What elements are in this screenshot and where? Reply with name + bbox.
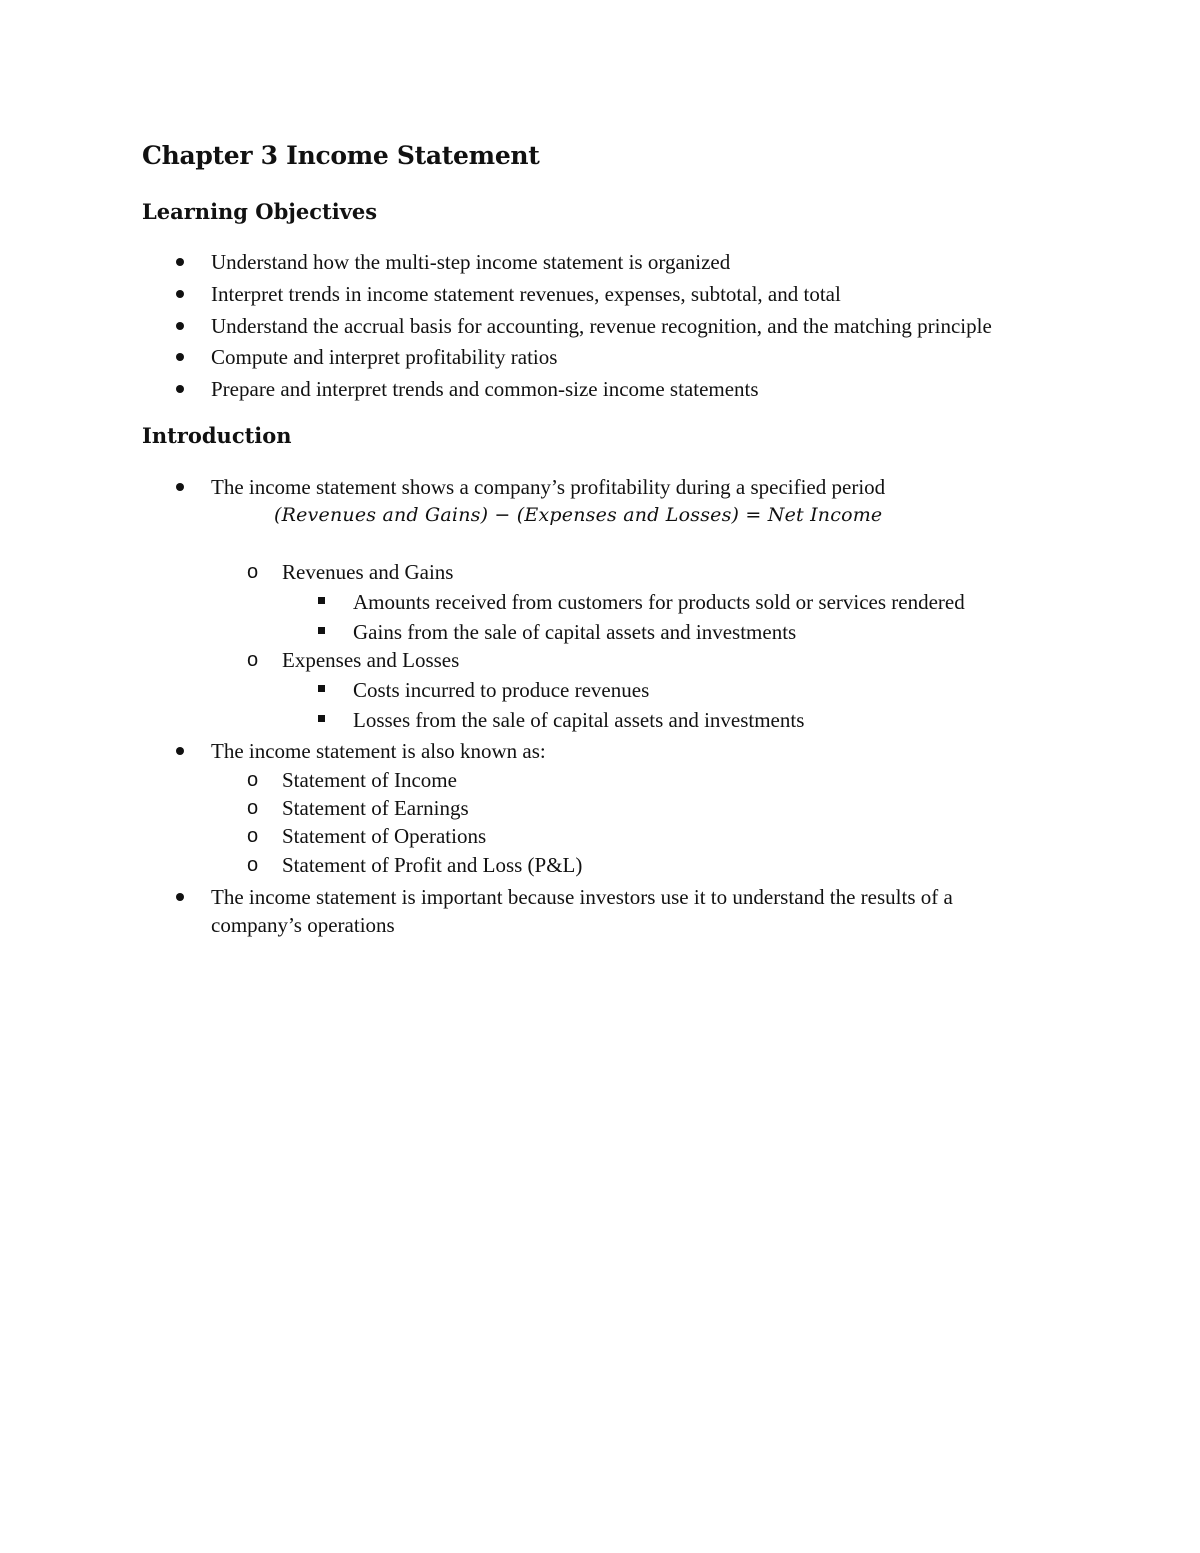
circle-bullet-icon: o [247,769,259,791]
list-item-text: Understand the accrual basis for accounting, revenue recognition, and the matching principle [211,314,992,338]
list-item-text: Compute and interpret profitability ratios [211,345,558,369]
sub-list-item-text: Expenses and Losses [282,648,460,672]
list-item-text: Understand how the multi-step income statement is organized [211,250,731,274]
circle-bullet-icon: o [247,797,259,819]
net-income-formula: (Revenues and Gains) − (Expenses and Losses) = Net Income [274,504,883,526]
bullet-dot-icon [176,353,184,361]
list-item-text: The income statement shows a company’s profitability during a specified period [211,475,886,499]
list-item-text: Prepare and interpret trends and common-size income statements [211,377,759,401]
bullet-dot-icon [176,747,184,755]
circle-bullet-icon: o [247,649,259,671]
sub-sub-list-item-text: Gains from the sale of capital assets and investments [353,620,797,644]
list-item-text: The income statement is also known as: [211,739,546,763]
sub-sub-list-item-text: Costs incurred to produce revenues [353,678,650,702]
bullet-dot-icon [176,322,184,330]
sub-sub-list-item-text: Amounts received from customers for products sold or services rendered [353,590,965,614]
square-bullet-icon [318,715,325,722]
sub-list-item-text: Statement of Income [282,768,457,792]
bullet-dot-icon [176,893,184,901]
page-title: Chapter 3 Income Statement [142,141,540,170]
bullet-dot-icon [176,290,184,298]
square-bullet-icon [318,685,325,692]
list-item-text: Interpret trends in income statement revenues, expenses, subtotal, and total [211,282,841,306]
bullet-dot-icon [176,258,184,266]
circle-bullet-icon: o [247,561,259,583]
sub-list-item-text: Statement of Earnings [282,796,469,820]
list-item-text-continued: company’s operations [211,913,395,937]
sub-list-item-text: Statement of Profit and Loss (P&L) [282,853,583,877]
circle-bullet-icon: o [247,825,259,847]
sub-sub-list-item-text: Losses from the sale of capital assets and investments [353,708,805,732]
bullet-dot-icon [176,483,184,491]
square-bullet-icon [318,597,325,604]
bullet-dot-icon [176,385,184,393]
sub-list-item-text: Revenues and Gains [282,560,454,584]
square-bullet-icon [318,627,325,634]
circle-bullet-icon: o [247,854,259,876]
list-item-text: The income statement is important because investors use it to understand the results of a [211,885,953,909]
learning-objectives-heading: Learning Objectives [142,199,378,224]
introduction-heading: Introduction [142,423,292,448]
sub-list-item-text: Statement of Operations [282,824,487,848]
